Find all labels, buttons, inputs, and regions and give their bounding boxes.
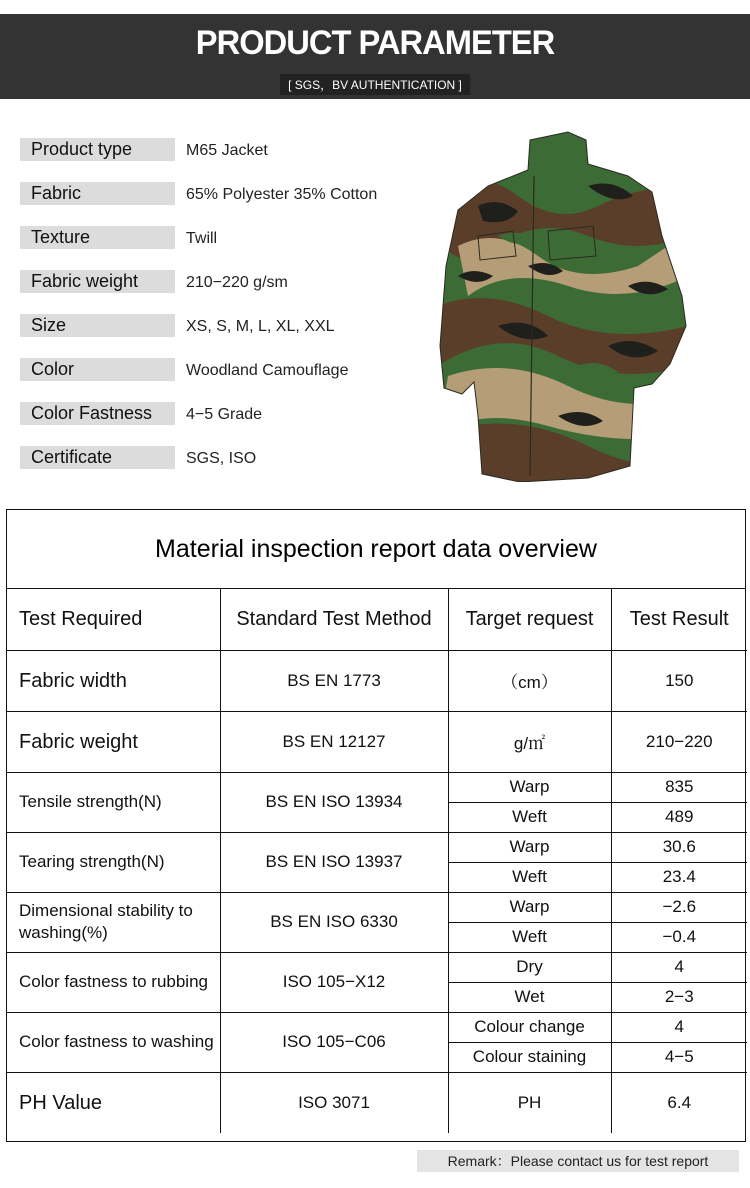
test-name: Tearing strength(N) xyxy=(7,832,220,892)
target-request: g/㎡ xyxy=(448,711,611,772)
param-row-fabric-weight xyxy=(20,270,420,314)
test-result: 4 xyxy=(611,1012,747,1042)
param-value: 4−5 Grade xyxy=(186,406,263,423)
header-standard-test-method: Standard Test Method xyxy=(220,589,448,650)
param-label: Product type xyxy=(20,138,175,161)
param-value: 210−220 g/sm xyxy=(186,274,288,291)
table-header-row xyxy=(7,589,747,650)
table-row xyxy=(7,650,747,711)
table-row xyxy=(7,892,747,922)
header-test-required: Test Required xyxy=(7,589,220,650)
param-value: XS, S, M, L, XL, XXL xyxy=(186,318,335,335)
param-label: Size xyxy=(20,314,175,337)
test-result: 210−220 xyxy=(611,711,747,772)
table-row xyxy=(7,711,747,772)
test-result: −2.6 xyxy=(611,892,747,922)
banner-subtitle: [ SGS，BV AUTHENTICATION ] xyxy=(280,74,470,95)
banner-title: PRODUCT PARAMETER xyxy=(195,24,555,62)
test-result: 835 xyxy=(611,772,747,802)
param-value: 65% Polyester 35% Cotton xyxy=(186,186,378,203)
param-row-product-type xyxy=(20,138,420,182)
product-parameter-banner xyxy=(0,14,750,99)
test-result: 2−3 xyxy=(611,982,747,1012)
test-result: 23.4 xyxy=(611,862,747,892)
param-row-fabric xyxy=(20,182,420,226)
test-method: BS EN ISO 6330 xyxy=(220,892,448,952)
test-method: BS EN 12127 xyxy=(220,711,448,772)
param-label: Fabric xyxy=(20,182,175,205)
param-value: SGS, ISO xyxy=(186,450,257,467)
param-value: M65 Jacket xyxy=(186,142,268,159)
header-target-request: Target request xyxy=(448,589,611,650)
test-name: Fabric weight xyxy=(7,711,220,772)
target-request: Colour change xyxy=(448,1012,611,1042)
banner-notch xyxy=(366,101,384,113)
param-row-color-fastness xyxy=(20,402,420,446)
target-request: Colour staining xyxy=(448,1042,611,1072)
param-value: Twill xyxy=(186,230,218,247)
param-row-certificate xyxy=(20,446,420,490)
target-request: Warp xyxy=(448,892,611,922)
target-request: Dry xyxy=(448,952,611,982)
param-row-size xyxy=(20,314,420,358)
test-method: BS EN ISO 13934 xyxy=(220,772,448,832)
test-name: Tensile strength(N) xyxy=(7,772,220,832)
test-name: Fabric width xyxy=(7,650,220,711)
test-name: Dimensional stability to washing(%) xyxy=(7,892,220,952)
target-request: PH xyxy=(448,1072,611,1133)
table-row xyxy=(7,832,747,862)
test-result: 489 xyxy=(611,802,747,832)
test-method: BS EN 1773 xyxy=(220,650,448,711)
parameter-list xyxy=(20,138,420,490)
test-method: ISO 105−X12 xyxy=(220,952,448,1012)
test-method: BS EN ISO 13937 xyxy=(220,832,448,892)
test-name: Color fastness to washing xyxy=(7,1012,220,1072)
report-grid xyxy=(7,589,747,1133)
header-test-result: Test Result xyxy=(611,589,747,650)
target-request: Weft xyxy=(448,922,611,952)
test-result: 150 xyxy=(611,650,747,711)
target-request: Warp xyxy=(448,832,611,862)
table-row xyxy=(7,772,747,802)
jacket-product-image xyxy=(438,126,688,482)
target-request: Warp xyxy=(448,772,611,802)
test-result: 4−5 xyxy=(611,1042,747,1072)
test-name: PH Value xyxy=(7,1072,220,1133)
target-request: Wet xyxy=(448,982,611,1012)
test-name: Color fastness to rubbing xyxy=(7,952,220,1012)
param-value: Woodland Camouflage xyxy=(186,362,349,379)
test-result: 30.6 xyxy=(611,832,747,862)
param-label: Certificate xyxy=(20,446,175,469)
test-result: 4 xyxy=(611,952,747,982)
param-label: Color Fastness xyxy=(20,402,175,425)
target-request: Weft xyxy=(448,862,611,892)
param-label: Texture xyxy=(20,226,175,249)
report-title: Material inspection report data overview xyxy=(7,510,745,589)
test-result: −0.4 xyxy=(611,922,747,952)
target-request: Weft xyxy=(448,802,611,832)
param-row-color xyxy=(20,358,420,402)
inspection-report-table xyxy=(6,509,746,1142)
param-label: Color xyxy=(20,358,175,381)
test-method: ISO 3071 xyxy=(220,1072,448,1133)
test-method: ISO 105−C06 xyxy=(220,1012,448,1072)
table-row xyxy=(7,1012,747,1042)
param-row-texture xyxy=(20,226,420,270)
test-result: 6.4 xyxy=(611,1072,747,1133)
table-row xyxy=(7,952,747,982)
table-row xyxy=(7,1072,747,1133)
param-label: Fabric weight xyxy=(20,270,175,293)
target-request: （cm） xyxy=(448,650,611,711)
remark-note: Remark：Please contact us for test report xyxy=(417,1150,739,1172)
